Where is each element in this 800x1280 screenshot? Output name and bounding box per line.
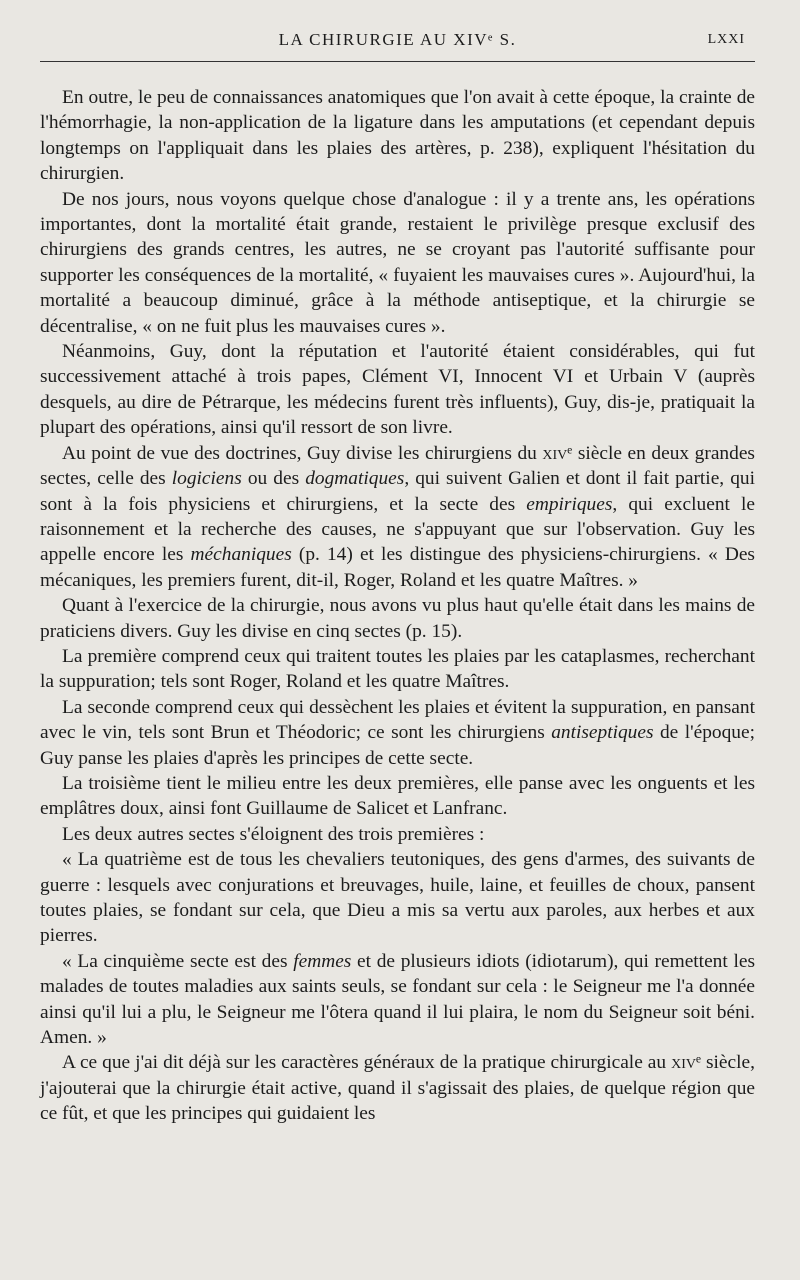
paragraph-11: « La cinquième secte est des femmes et de plusieurs idiots (idiotarum), qui remettent les malades de toutes maladies aux saints seuls, se fondant sur cela : le Seigneur me l'a donnée ainsi qu'il lui a plu, le Seigneur me l'ôtera quand il lui plaira, le nom du Seigneur soit béni. Amen. »	[40, 950, 755, 1049]
paragraph-12: A ce que j'ai dit déjà sur les caractères généraux de la pratique chirurgicale au xivᵉ siècle, j'ajouterai que la chirurgie était active, quand il s'agissait des plaies, de quelque région que ce fût, et que les principes qui guidaient les	[40, 1052, 755, 1125]
page-number: LXXI	[707, 32, 745, 47]
paragraph-2: De nos jours, nous voyons quelque chose d'analogue : il y a trente ans, les opérations importantes, dont la mortalité était grande, restaient le privilège presque exclusif des chirurgiens des grands centres, les autres, ne se croyant pas l'autorité suffisante pour supporter les conséquences de la mortalité, « fuyaient les mauvaises cures ». Aujourd'hui, la mortalité a beaucoup diminué, grâce à la méthode antiseptique, et la chirurgie se décentralise, « on ne fuit plus les mauvaises cures ».	[40, 188, 755, 337]
paragraph-3: Néanmoins, Guy, dont la réputation et l'autorité étaient considérables, qui fut successivement attaché à trois papes, Clément VI, Innocent VI et Urbain V (auprès desquels, au dire de Pétrarque, les médecins furent très influents), Guy, dis-je, pratiquait la plupart des opérations, ainsi qu'il ressort de son livre.	[40, 341, 755, 439]
running-title: LA CHIRURGIE AU XIVᵉ S.	[278, 30, 517, 49]
paragraph-8: La troisième tient le milieu entre les deux premières, elle panse avec les onguents et les emplâtres doux, ainsi font Guillaume de Salicet et Lanfranc.	[40, 772, 755, 820]
running-head	[40, 30, 755, 54]
body-text	[40, 85, 755, 1127]
paragraph-10: « La quatrième est de tous les chevaliers teutoniques, des gens d'armes, des suivants de guerre : lesquels avec conjurations et breuvages, huile, laine, et feuilles de choux, pansent toutes plaies, se fondant sur cela, que Dieu a mis sa vertu aux paroles, aux herbes et aux pierres.	[40, 849, 755, 947]
paragraph-6: La première comprend ceux qui traitent toutes les plaies par les cataplasmes, recherchant la suppuration; tels sont Roger, Roland et les quatre Maîtres.	[40, 645, 755, 693]
paragraph-9: Les deux autres sectes s'éloignent des trois premières :	[62, 823, 485, 845]
paragraph-5: Quant à l'exercice de la chirurgie, nous avons vu plus haut qu'elle était dans les mains de praticiens divers. Guy les divise en cinq sectes (p. 15).	[40, 595, 755, 642]
paragraph-1: En outre, le peu de connaissances anatomiques que l'on avait à cette époque, la crainte de l'hémorrhagie, la non-application de la ligature dans les amputations (et cependant depuis longtemps on l'appliquait dans les plaies des artères, p. 238), expliquent l'hésitation du chirurgien.	[40, 87, 755, 185]
paragraph-4: Au point de vue des doctrines, Guy divise les chirurgiens du xivᵉ siècle en deux grandes sectes, celle des logiciens ou des dogmatiques, qui suivent Galien et dont il fait partie, qui sont à la fois physiciens et chirurgiens, et la secte des empiriques, qui excluent le raisonnement et la recherche des causes, ne s'appuyant que sur l'observation. Guy les appelle encore les méchaniques (p. 14) et les distingue des physiciens-chirurgiens. « Des mécaniques, les premiers furent, dit-il, Roger, Roland et les quatre Maîtres. »	[40, 442, 755, 591]
header-rule	[40, 61, 755, 62]
paragraph-7: La seconde comprend ceux qui dessèchent les plaies et évitent la suppuration, en pansant avec le vin, tels sont Brun et Théodoric; ce sont les chirurgiens antiseptiques de l'époque; Guy panse les plaies d'après les principes de cette secte.	[40, 696, 755, 769]
